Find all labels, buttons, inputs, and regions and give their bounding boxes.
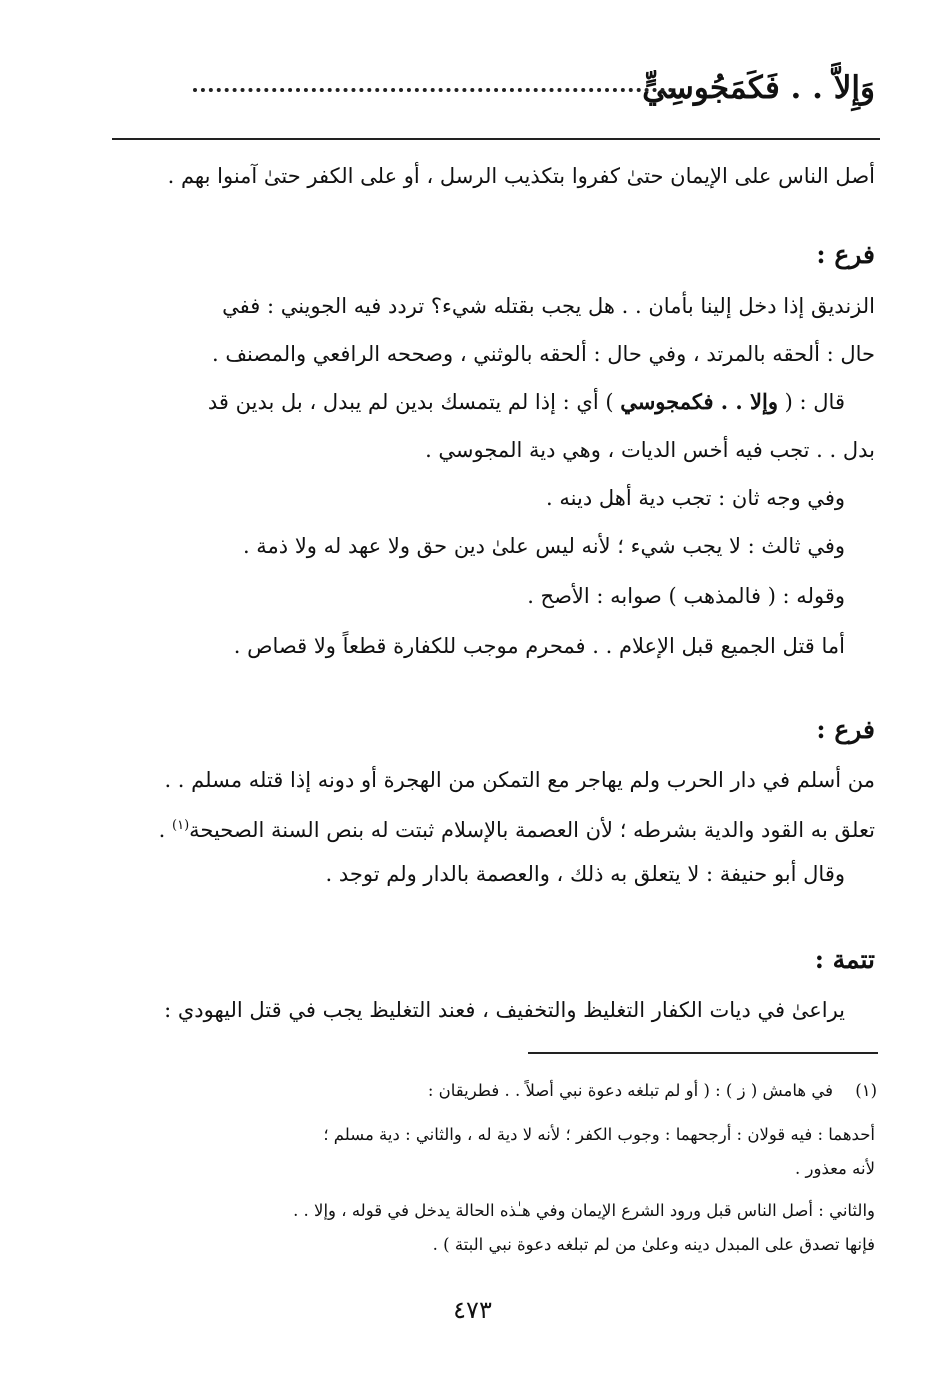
page-number: ٤٧٣ xyxy=(453,1296,492,1324)
paragraph-2-line-2: حال : ألحقه بالمرتد ، وفي حال : ألحقه بالوثني ، وصححه الرافعي والمصنف . xyxy=(211,342,875,366)
paragraph-2-line-1: الزنديق إذا دخل إلينا بأمان . . هل يجب بقتله شيء؟ تردد فيه الجويني : ففي xyxy=(222,294,875,318)
footnote-line-2: أحدهما : فيه قولان : أرجحهما : وجوب الكفر ؛ لأنه لا دية له ، والثاني : دية مسلم ؛ xyxy=(323,1125,875,1144)
section-heading-tatimma: تتمة : xyxy=(814,945,875,974)
footnote-separator xyxy=(528,1052,878,1054)
header-dotted-leader xyxy=(193,88,673,92)
section-heading-far-1: فرع : xyxy=(816,240,875,269)
paragraph-10: يراعىٰ في ديات الكفار التغليظ والتخفيف ، فعند التغليظ يجب في قتل اليهودي : xyxy=(164,998,845,1022)
header-rule xyxy=(112,138,880,140)
running-header-title: وَإِلاَّ . . فَكَمَجُوسِيٍّ xyxy=(642,70,875,106)
paragraph-5: وفي ثالث : لا يجب شيء ؛ لأنه ليس علىٰ دين حق ولا عهد له ولا ذمة . xyxy=(242,534,845,558)
paragraph-8-text: تعلق به القود والدية بشرطه ؛ لأن العصمة بالإسلام ثبتت له بنص السنة الصحيحة xyxy=(189,818,875,842)
paragraph-3-line-1 xyxy=(208,386,845,418)
paragraph-8-line-2 xyxy=(159,810,875,846)
paragraph-7: أما قتل الجميع قبل الإعلام . . فمحرم موجب للكفارة قطعاً ولا قصاص . xyxy=(233,634,845,658)
footnote-line-5: فإنها تصدق على المبدل دينه وعلىٰ من لم تبلغه دعوة نبي البتة ) . xyxy=(432,1235,875,1254)
paragraph-1: أصل الناس على الإيمان حتىٰ كفروا بتكذيب الرسل ، أو على الكفر حتىٰ آمنوا بهم . xyxy=(167,164,875,188)
paragraph-8-end: . xyxy=(158,818,173,842)
paragraph-8-line-1: من أسلم في دار الحرب ولم يهاجر مع التمكن من الهجرة أو دونه إذا قتله مسلم . . xyxy=(164,768,875,792)
section-heading-far-2: فرع : xyxy=(816,715,875,744)
quoted-text-bold: وإلا . . فكمجوسي xyxy=(620,389,778,414)
paragraph-3-suffix: ) أي : إذا لم يتمسك بدين لم يبدل ، بل بدين قد xyxy=(207,390,621,414)
footnote-line-4: والثاني : أصل الناس قبل ورود الشرع الإيمان وفي هـٰذه الحالة يدخل في قوله ، وإلا . . xyxy=(293,1201,875,1220)
footnote-line-3: لأنه معذور . xyxy=(795,1159,875,1178)
footnote-number: (١) xyxy=(855,1081,877,1100)
paragraph-6: وقوله : ( فالمذهب ) صوابه : الأصح . xyxy=(527,584,845,608)
paragraph-3-prefix: قال : ( xyxy=(778,390,845,414)
paragraph-9: وقال أبو حنيفة : لا يتعلق به ذلك ، والعصمة بالدار ولم توجد . xyxy=(325,862,845,886)
footnote-line-1: في هامش ( ز ) : ( أو لم تبلغه دعوة نبي أصلاً . . فطريقان : xyxy=(427,1081,833,1100)
footnote-reference[interactable]: (١) xyxy=(172,818,190,833)
paragraph-4: وفي وجه ثان : تجب دية أهل دينه . xyxy=(546,486,845,510)
paragraph-3-line-2: بدل . . تجب فيه أخس الديات ، وهي دية المجوسي . xyxy=(425,438,875,462)
